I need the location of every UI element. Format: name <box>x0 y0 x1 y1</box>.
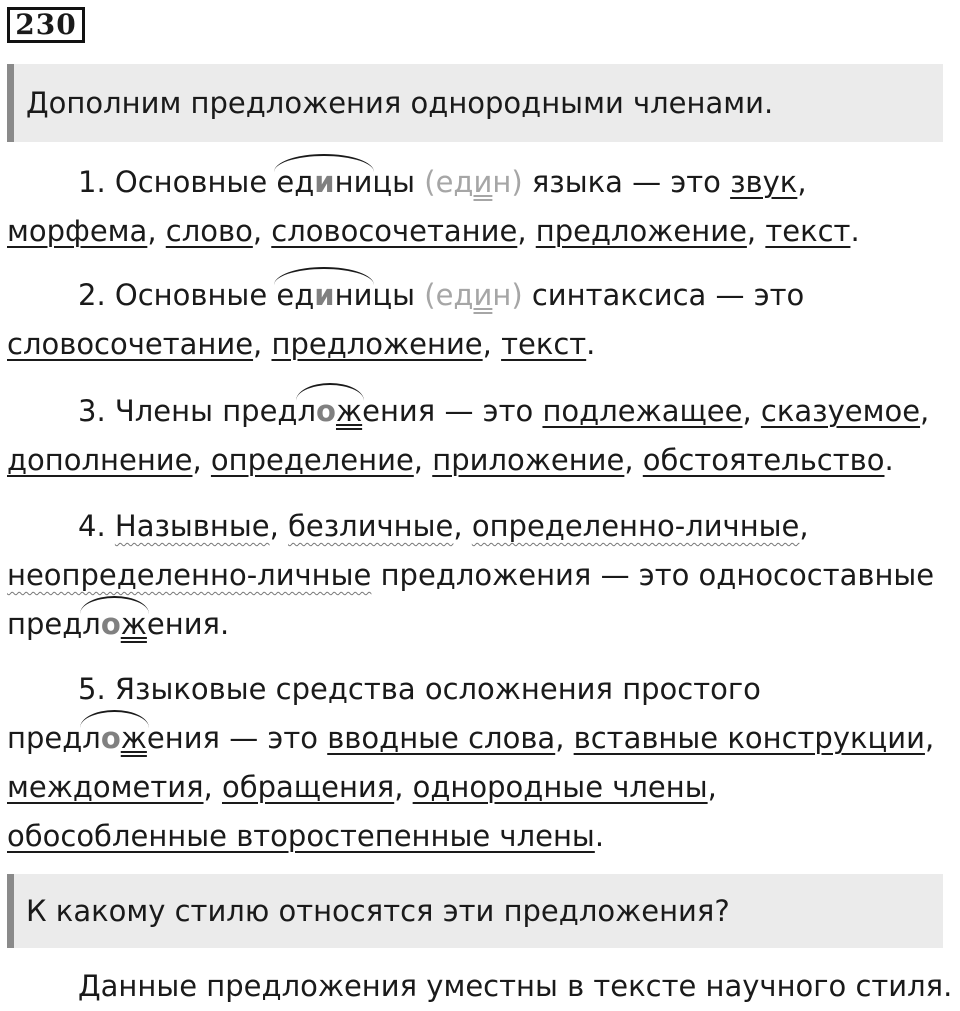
root-arc-4: лож <box>82 600 147 649</box>
task-prompt-2 <box>7 874 943 948</box>
answer-text: Данные предложения уместны в тексте научного стиля. <box>78 969 953 1003</box>
root-arc-2: едини <box>276 271 372 320</box>
sentence-4: 4. Назывные, безличные, определенно-личные, неопределенно-личные предложения — это односоставные пред ложения. <box>7 502 955 649</box>
root-arc-3: лож <box>298 387 363 436</box>
sentence-2: 2. Основные единицы (един) синтаксиса — это словосочетание, предложение, текст. <box>7 271 955 369</box>
root-arc-5: лож <box>82 714 147 763</box>
sentence-3: 3. Члены пред ложения — это подлежащее, сказуемое, дополнение, определение, приложение, обстоятельство. <box>7 387 955 485</box>
check-word-2: (един) <box>424 278 523 312</box>
check-word-1: (един) <box>424 165 523 199</box>
sentence-1: 1. Основные единицы (един) языка — это звук, морфема, слово, словосочетание, предложение, текст. <box>7 158 955 256</box>
exercise-number: 230 <box>7 7 85 43</box>
task-prompt-2-text: К какому стилю относятся эти предложения? <box>26 894 730 928</box>
task-prompt-1-text: Дополним предложения однородными членами. <box>26 86 774 120</box>
sentence-5: 5. Языковые средства осложнения простого пред ложения — это вводные слова, вставные конструкции, междометия, обращения, однородные члены, обособленные второстепенные члены. <box>7 672 935 853</box>
root-arc-1: едини <box>276 158 372 207</box>
task-prompt-1 <box>7 64 943 142</box>
